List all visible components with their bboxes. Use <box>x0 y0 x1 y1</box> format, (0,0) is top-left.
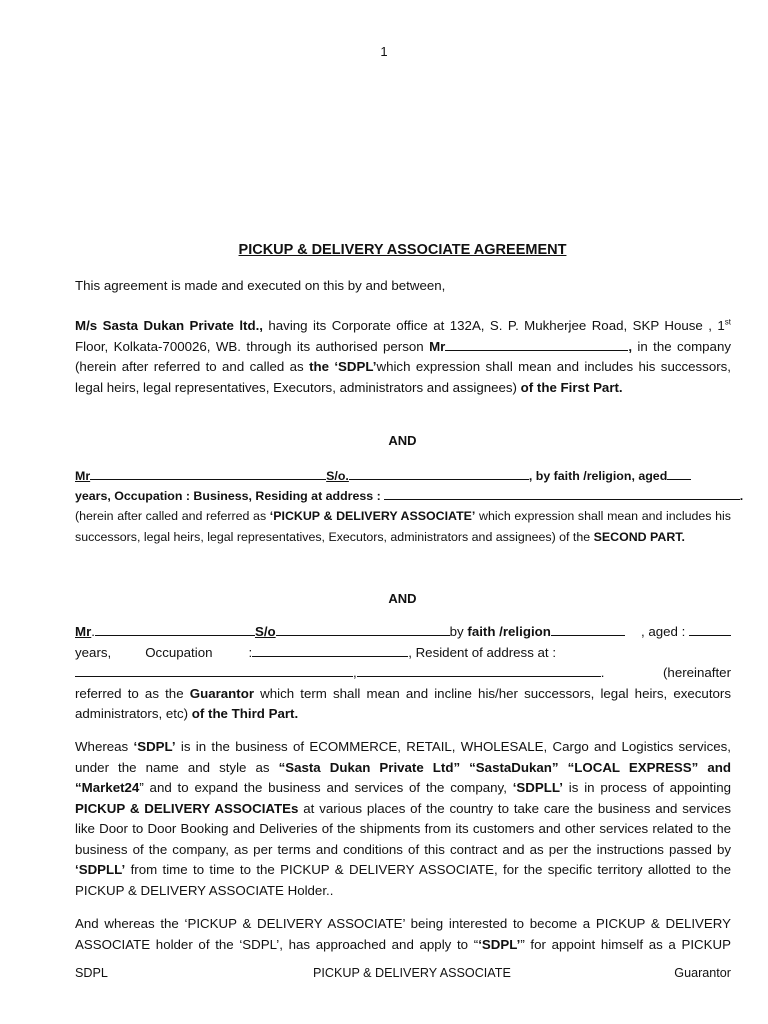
associate-address-blank[interactable] <box>384 486 740 500</box>
second-party-definition: (herein after called and referred as ‘PICKUP & DELIVERY ASSOCIATE’ which expression shall mean and includes his successors, legal heirs, legal representatives, Executors, administrators and assignees) of the SECOND PART. <box>75 509 731 544</box>
page-number: 1 <box>380 44 388 59</box>
associate-age-blank[interactable] <box>667 466 691 480</box>
footer-right: Guarantor <box>674 966 731 980</box>
guarantor-address-blank-2[interactable] <box>357 663 601 677</box>
first-party-paragraph: M/s Sasta Dukan Private ltd., having its Corporate office at 132A, S. P. Mukherjee Road, SKP House , 1st Floor, Kolkata-700026, WB. through its authorised person Mr , in the company (herein after referred to and called as the ‘SDPL’which expression shall mean and includes his successors, legal heirs, legal representatives, Executors, administrators and assignees) of the First Part. <box>75 317 731 395</box>
guarantor-occupation-blank[interactable] <box>252 643 408 657</box>
third-party-definition: referred to as the Guarantor which term shall mean and incline his/her successors, legal heirs, executors administrators, etc) of the Third Part. <box>75 685 731 721</box>
associate-father-blank[interactable] <box>349 466 529 480</box>
guarantor-father-blank[interactable] <box>276 622 450 636</box>
and-whereas-paragraph: And whereas the ‘PICKUP & DELIVERY ASSOCIATE’ being interested to become a PICKUP & DELIVERY ASSOCIATE holder of the ‘SDPL’, has approached and apply to “‘SDPL’” for appoint himself as a PICKUP <box>75 916 731 952</box>
guarantor-age-blank[interactable] <box>689 622 731 636</box>
third-party-line-2: years, Occupation : , Resident of address at : <box>75 644 557 660</box>
guarantor-name-blank[interactable] <box>95 622 255 636</box>
second-party-line-2: years, Occupation : Business, Residing at address : . <box>75 486 731 506</box>
second-party-line-1: Mr S/o. , by faith /religion, aged <box>75 466 731 486</box>
intro-paragraph: This agreement is made and executed on this by and between, <box>75 278 446 293</box>
and-separator-1: AND <box>388 433 417 448</box>
and-separator-2: AND <box>388 591 417 606</box>
footer-center: PICKUP & DELIVERY ASSOCIATE <box>313 966 511 980</box>
whereas-paragraph: Whereas ‘SDPL’ is in the business of ECOMMERCE, RETAIL, WHOLESALE, Cargo and Logistics services, under the name and style as “Sasta Dukan Private Ltd” “SastaDukan” “LOCAL EXPRESS” and “Market24” and to expand the business and services of the company, ‘SDPLL’ is in process of appointing PICKUP & DELIVERY ASSOCIATEs at various places of the country to take care the business and services like Door to Door Booking and Deliveries of the shipments from its customers and other services related to the business of the company, as per terms and conditions of this contract and as per the instructions passed by ‘SDPLL’ from time to time to the PICKUP & DELIVERY ASSOCIATE, for the specific territory allotted to the PICKUP & DELIVERY ASSOCIATE Holder.. <box>75 739 731 898</box>
page-title: PICKUP & DELIVERY ASSOCIATE AGREEMENT <box>238 242 567 258</box>
guarantor-religion-blank[interactable] <box>551 622 625 636</box>
authorised-person-blank[interactable] <box>445 337 628 351</box>
third-party-line-1: Mr. S/o by faith /religion , aged : <box>75 622 731 643</box>
third-party-paragraph <box>75 622 731 725</box>
third-party-line-3: , . (hereinafter <box>75 663 731 684</box>
second-party-paragraph <box>75 466 744 547</box>
company-name: M/s Sasta Dukan Private ltd., <box>75 318 263 333</box>
associate-name-blank[interactable] <box>90 466 326 480</box>
guarantor-address-blank-1[interactable] <box>75 663 353 677</box>
footer-left: SDPL <box>75 966 108 980</box>
